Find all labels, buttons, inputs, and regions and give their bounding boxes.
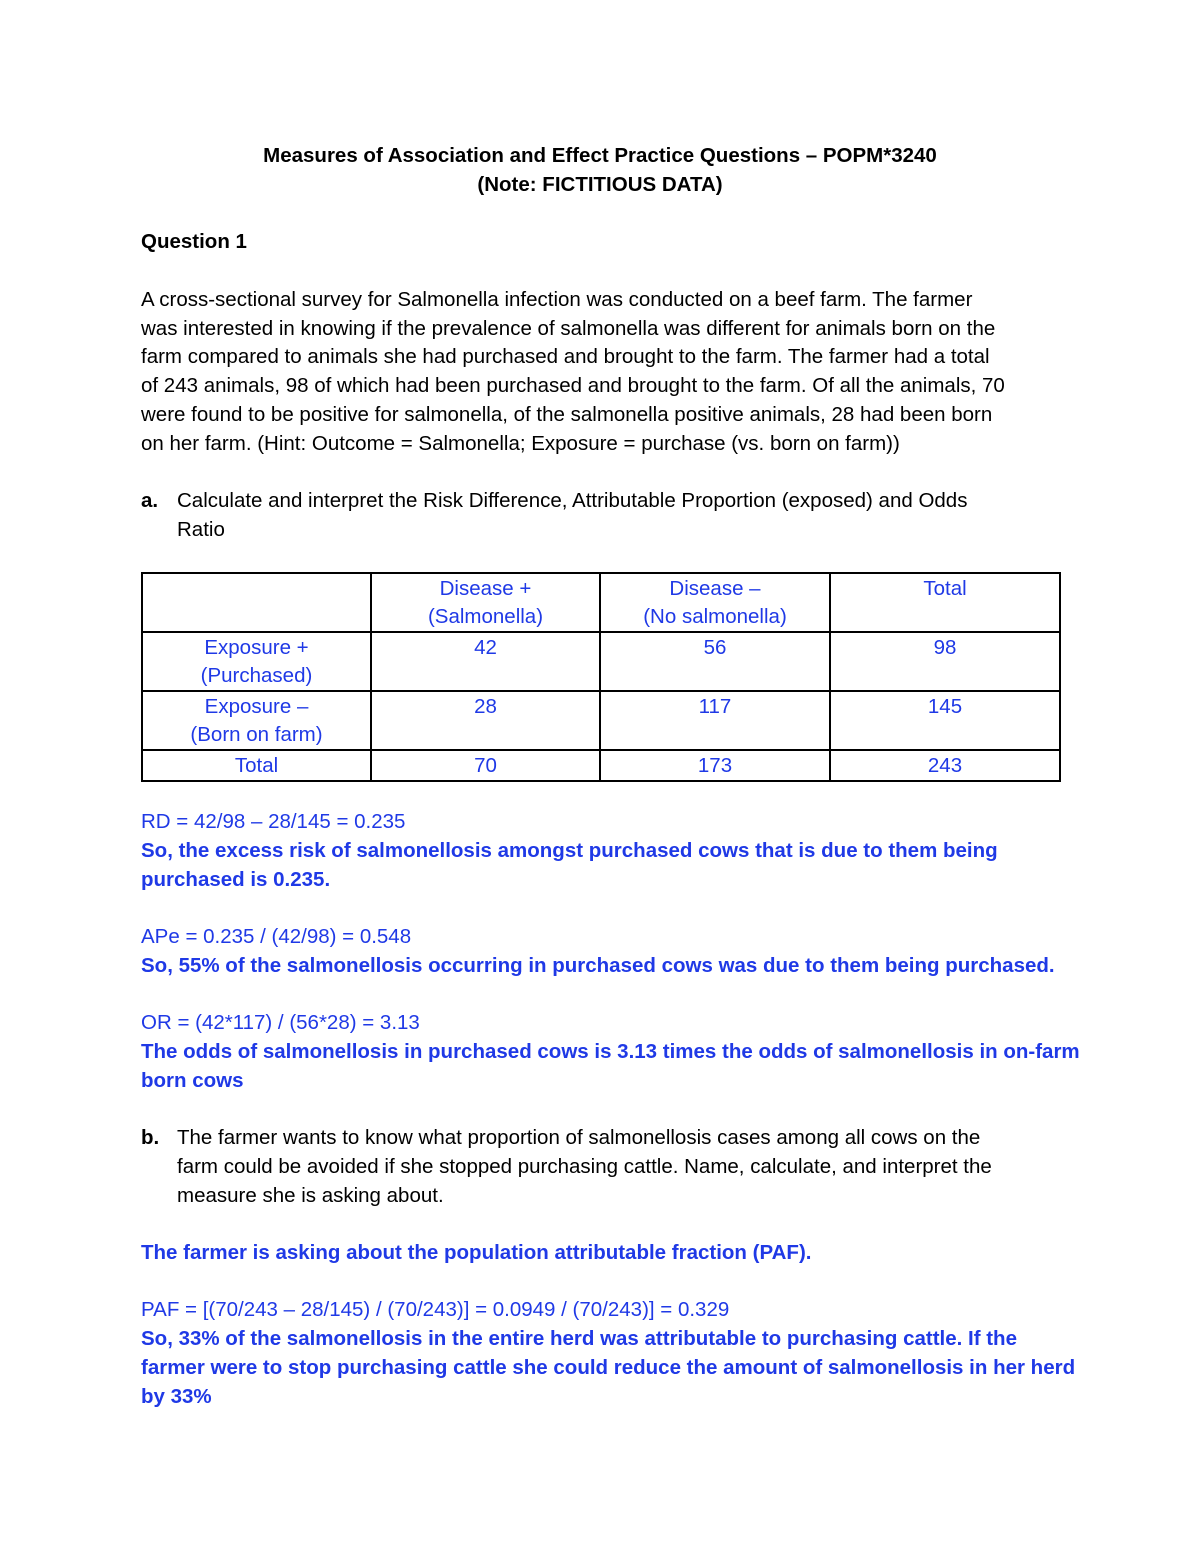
rd-interpretation: purchased is 0.235. bbox=[141, 868, 331, 891]
paf-interpretation: farmer were to stop purchasing cattle she could reduce the amount of salmonellosis in her herd bbox=[141, 1356, 1076, 1379]
ape-formula: APe = 0.235 / (42/98) = 0.548 bbox=[141, 925, 412, 948]
document-subtitle: (Note: FICTITIOUS DATA) bbox=[477, 173, 723, 196]
paf-interpretation: by 33% bbox=[141, 1385, 212, 1408]
table-cell: 243 bbox=[830, 750, 1060, 781]
table-corner-cell bbox=[142, 573, 371, 632]
part-b-prompt bbox=[141, 1124, 992, 1210]
rd-formula: RD = 42/98 – 28/145 = 0.235 bbox=[141, 810, 406, 833]
part-a-line: Ratio bbox=[177, 517, 225, 541]
table-cell: 56 bbox=[600, 632, 830, 691]
table-cell: 28 bbox=[371, 691, 600, 750]
ape-interpretation: So, 55% of the salmonellosis occurring in purchased cows was due to them being purchased. bbox=[141, 954, 1055, 977]
table-cell: 173 bbox=[600, 750, 830, 781]
paf-interpretation: So, 33% of the salmonellosis in the entire herd was attributable to purchasing cattle. If the bbox=[141, 1327, 1017, 1350]
intro-line: A cross-sectional survey for Salmonella infection was conducted on a beef farm. The farmer bbox=[141, 288, 973, 311]
or-interpretation: born cows bbox=[141, 1069, 244, 1092]
part-a-marker: a. bbox=[141, 489, 159, 512]
table-row bbox=[142, 691, 1060, 750]
header-disease-positive: Disease + (Salmonella) bbox=[371, 573, 600, 632]
header-total: Total bbox=[830, 573, 1060, 632]
question-heading: Question 1 bbox=[141, 230, 247, 253]
table-header-row bbox=[142, 573, 1060, 632]
intro-line: on her farm. (Hint: Outcome = Salmonella; Exposure = purchase (vs. born on farm)) bbox=[141, 432, 900, 455]
paf-formula: PAF = [(70/243 – 28/145) / (70/243)] = 0.0949 / (70/243)] = 0.329 bbox=[141, 1298, 730, 1321]
row-label-exposure-negative: Exposure – (Born on farm) bbox=[142, 691, 371, 750]
part-a-prompt bbox=[141, 487, 967, 545]
paf-measure-name: The farmer is asking about the population attributable fraction (PAF). bbox=[141, 1241, 812, 1264]
part-b-line: farm could be avoided if she stopped purchasing cattle. Name, calculate, and interpret the bbox=[177, 1154, 992, 1178]
or-interpretation: The odds of salmonellosis in purchased cows is 3.13 times the odds of salmonellosis in on-farm bbox=[141, 1040, 1080, 1063]
table-cell: 42 bbox=[371, 632, 600, 691]
intro-line: of 243 animals, 98 of which had been purchased and brought to the farm. Of all the animals, 70 bbox=[141, 374, 1005, 397]
part-b-line: The farmer wants to know what proportion of salmonellosis cases among all cows on the bbox=[177, 1126, 981, 1149]
rd-interpretation: So, the excess risk of salmonellosis amongst purchased cows that is due to them being bbox=[141, 839, 998, 862]
or-formula: OR = (42*117) / (56*28) = 3.13 bbox=[141, 1011, 420, 1034]
contingency-table bbox=[141, 572, 1061, 782]
table-row bbox=[142, 750, 1060, 781]
header-disease-negative: Disease – (No salmonella) bbox=[600, 573, 830, 632]
part-a-line: Calculate and interpret the Risk Difference, Attributable Proportion (exposed) and Odds bbox=[177, 489, 968, 512]
row-label-exposure-positive: Exposure + (Purchased) bbox=[142, 632, 371, 691]
intro-line: was interested in knowing if the prevalence of salmonella was different for animals born on the bbox=[141, 317, 996, 340]
document-title: Measures of Association and Effect Practice Questions – POPM*3240 bbox=[263, 144, 937, 167]
part-b-marker: b. bbox=[141, 1126, 160, 1149]
table-cell: 117 bbox=[600, 691, 830, 750]
intro-line: farm compared to animals she had purchased and brought to the farm. The farmer had a total bbox=[141, 345, 990, 368]
table-cell: 145 bbox=[830, 691, 1060, 750]
part-b-line: measure she is asking about. bbox=[177, 1183, 444, 1207]
table-row bbox=[142, 632, 1060, 691]
table-cell: 70 bbox=[371, 750, 600, 781]
row-label-total: Total bbox=[142, 750, 371, 781]
intro-line: were found to be positive for salmonella, of the salmonella positive animals, 28 had been born bbox=[141, 403, 993, 426]
table-cell: 98 bbox=[830, 632, 1060, 691]
